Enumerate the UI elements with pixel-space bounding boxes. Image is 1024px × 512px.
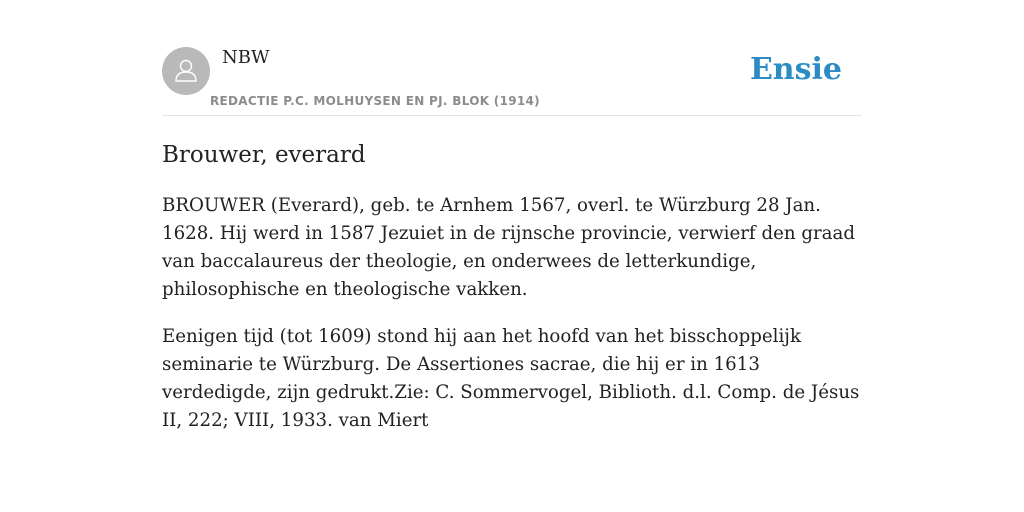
brand-logo[interactable]: Ensie xyxy=(749,52,842,87)
page-title: Brouwer, everard xyxy=(162,142,366,168)
header xyxy=(162,0,862,116)
article-body xyxy=(162,192,862,454)
author-name[interactable]: NBW xyxy=(222,47,270,68)
paragraph-2: Eenigen tijd (tot 1609) stond hij aan het hoofd van het bisschoppelijk seminarie te Würzburg. De Assertiones sacrae, die hij er in 1613 verdedigde, zijn gedrukt.Zie: C. Sommervogel, Biblioth. d.l. Comp. de Jésus II, 222; VIII, 1933. van Miert xyxy=(162,326,860,431)
author-subtitle: REDACTIE P.C. MOLHUYSEN EN PJ. BLOK (1914) xyxy=(210,94,540,108)
avatar[interactable] xyxy=(162,47,210,95)
article-container xyxy=(162,0,862,431)
paragraph-1: BROUWER (Everard), geb. te Arnhem 1567, overl. te Würzburg 28 Jan. 1628. Hij werd in 1587 Jezuiet in de rijnsche provincie, verwierf den graad van baccalaureus der theologie, en onderwees de letterkundige, philosophische en theologische vakken. xyxy=(162,195,856,300)
user-icon xyxy=(171,56,201,86)
